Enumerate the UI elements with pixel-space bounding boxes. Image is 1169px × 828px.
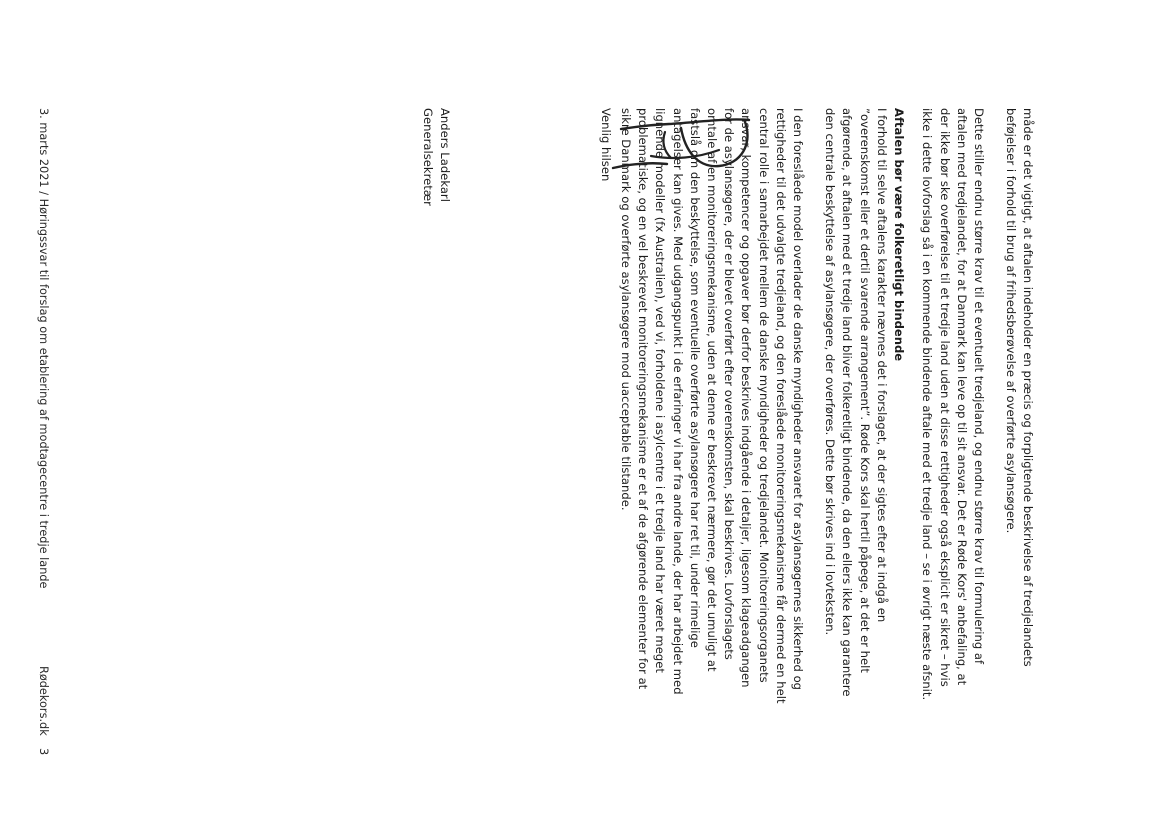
text-line: den centrale beskyttelse af asylansøgere, der overføres. Dette bør skrives ind i lovteksten. bbox=[823, 108, 838, 636]
text-line: der ikke bør ske overførelse til et tredje land uden at disse rettigheder også eksplicit er sikret – hvis bbox=[937, 108, 952, 687]
intro-paragraph bbox=[1002, 108, 1036, 768]
text-line: for de asylansøgere, der er blevet overført efter overenskomsten, skal beskrives. Lovforslagets bbox=[722, 108, 737, 660]
text-line: rettigheder til det udvalgte tredjeland, og den foreslåede monitoreringsmekanisme får dermed en helt bbox=[773, 108, 788, 704]
footer-caption: 3. marts 2021 / Høringssvar til forslag om etablering af modtagecentre i tredje lande bbox=[37, 108, 50, 589]
text-line: sikre Danmark og overførte asylansøgere mod uacceptable tilstande. bbox=[618, 108, 633, 511]
monitoring-paragraph bbox=[617, 108, 806, 768]
text-line: fastslå om den beskyttelse, som eventuelle overførte asylansøgere har ret til, under rimelige bbox=[687, 108, 702, 648]
text-line: måde er det vigtigt, at aftalen indeholder en præcis og forpligtende beskrivelse af tredjelandets bbox=[1021, 108, 1035, 667]
text-line: omtale af en monitoreringsmekanisme, uden at denne er beskrevet nærmere, gør det umuligt at bbox=[704, 108, 719, 672]
text-line: problematiske, og en vel beskrevet monitoreringsmekanisme er et af de afgørende elementer for at bbox=[636, 108, 651, 690]
text-line: ”overenskomst eller et dertil svarende arrangement”. Røde Kors skal hertil påpege, at det er helt bbox=[857, 108, 872, 673]
text-line: beføjelser i forhold til brug af frihedsberøvelse af overførte asylansøgere. bbox=[1003, 108, 1018, 534]
text-line: ikke i dette lovforslag så i en kommende bindende aftale med et tredje land – se i øvrigt næste afsnit. bbox=[920, 108, 935, 701]
closing-greeting: Venlig hilsen bbox=[599, 108, 613, 182]
binding-section bbox=[821, 108, 907, 768]
text-line: Dette stiller endnu større krav til et eventuelt tredjeland, og endnu større krav til formulering af bbox=[972, 108, 986, 665]
text-line: ansvar, kompetencer og opgaver bør derfor beskrives indgående i detaljer, ligesom klageadgangen bbox=[739, 108, 754, 688]
text-line: I den foreslåede model overlader de danske myndigheder ansvaret for asylansøgernes sikkerhed og bbox=[791, 108, 805, 691]
footer-website: Rødekors.dk bbox=[37, 666, 50, 736]
text-line: I forhold til selve aftalens karakter nævnes det i forslaget, at der sigtes efter at indgå en bbox=[874, 108, 889, 623]
text-line: lignende modeller (fx Australien), ved vi, forholdene i asylcentre i et tredje land har været meget bbox=[653, 108, 668, 673]
text-line: central rolle i samarbejdet mellem de danske myndigheder og tredjelandet. Monitoreringsorganets bbox=[756, 108, 771, 683]
text-line: antagelser kan gives. Med udgangspunkt i de erfaringer vi har fra andre lande, der har arbejdet med bbox=[670, 108, 685, 695]
signer-name: Anders Ladekarl bbox=[438, 108, 452, 202]
handwritten-signature bbox=[609, 98, 759, 198]
section-heading: Aftalen bør være folkeretligt bindende bbox=[892, 108, 906, 362]
signer-title: Generalsekretær bbox=[421, 108, 435, 206]
text-line: afgørende, at aftalen med et tredje land bliver folkeretligt bindende, da den ellers ikke kan garantere bbox=[840, 108, 855, 697]
text-line: aftalen med tredjelandet, for at Danmark kan leve op til sit ansvar. Det er Røde Kors' anbefaling, at bbox=[954, 108, 969, 686]
requirements-paragraph bbox=[918, 108, 987, 768]
page-number: 3 bbox=[37, 748, 50, 756]
